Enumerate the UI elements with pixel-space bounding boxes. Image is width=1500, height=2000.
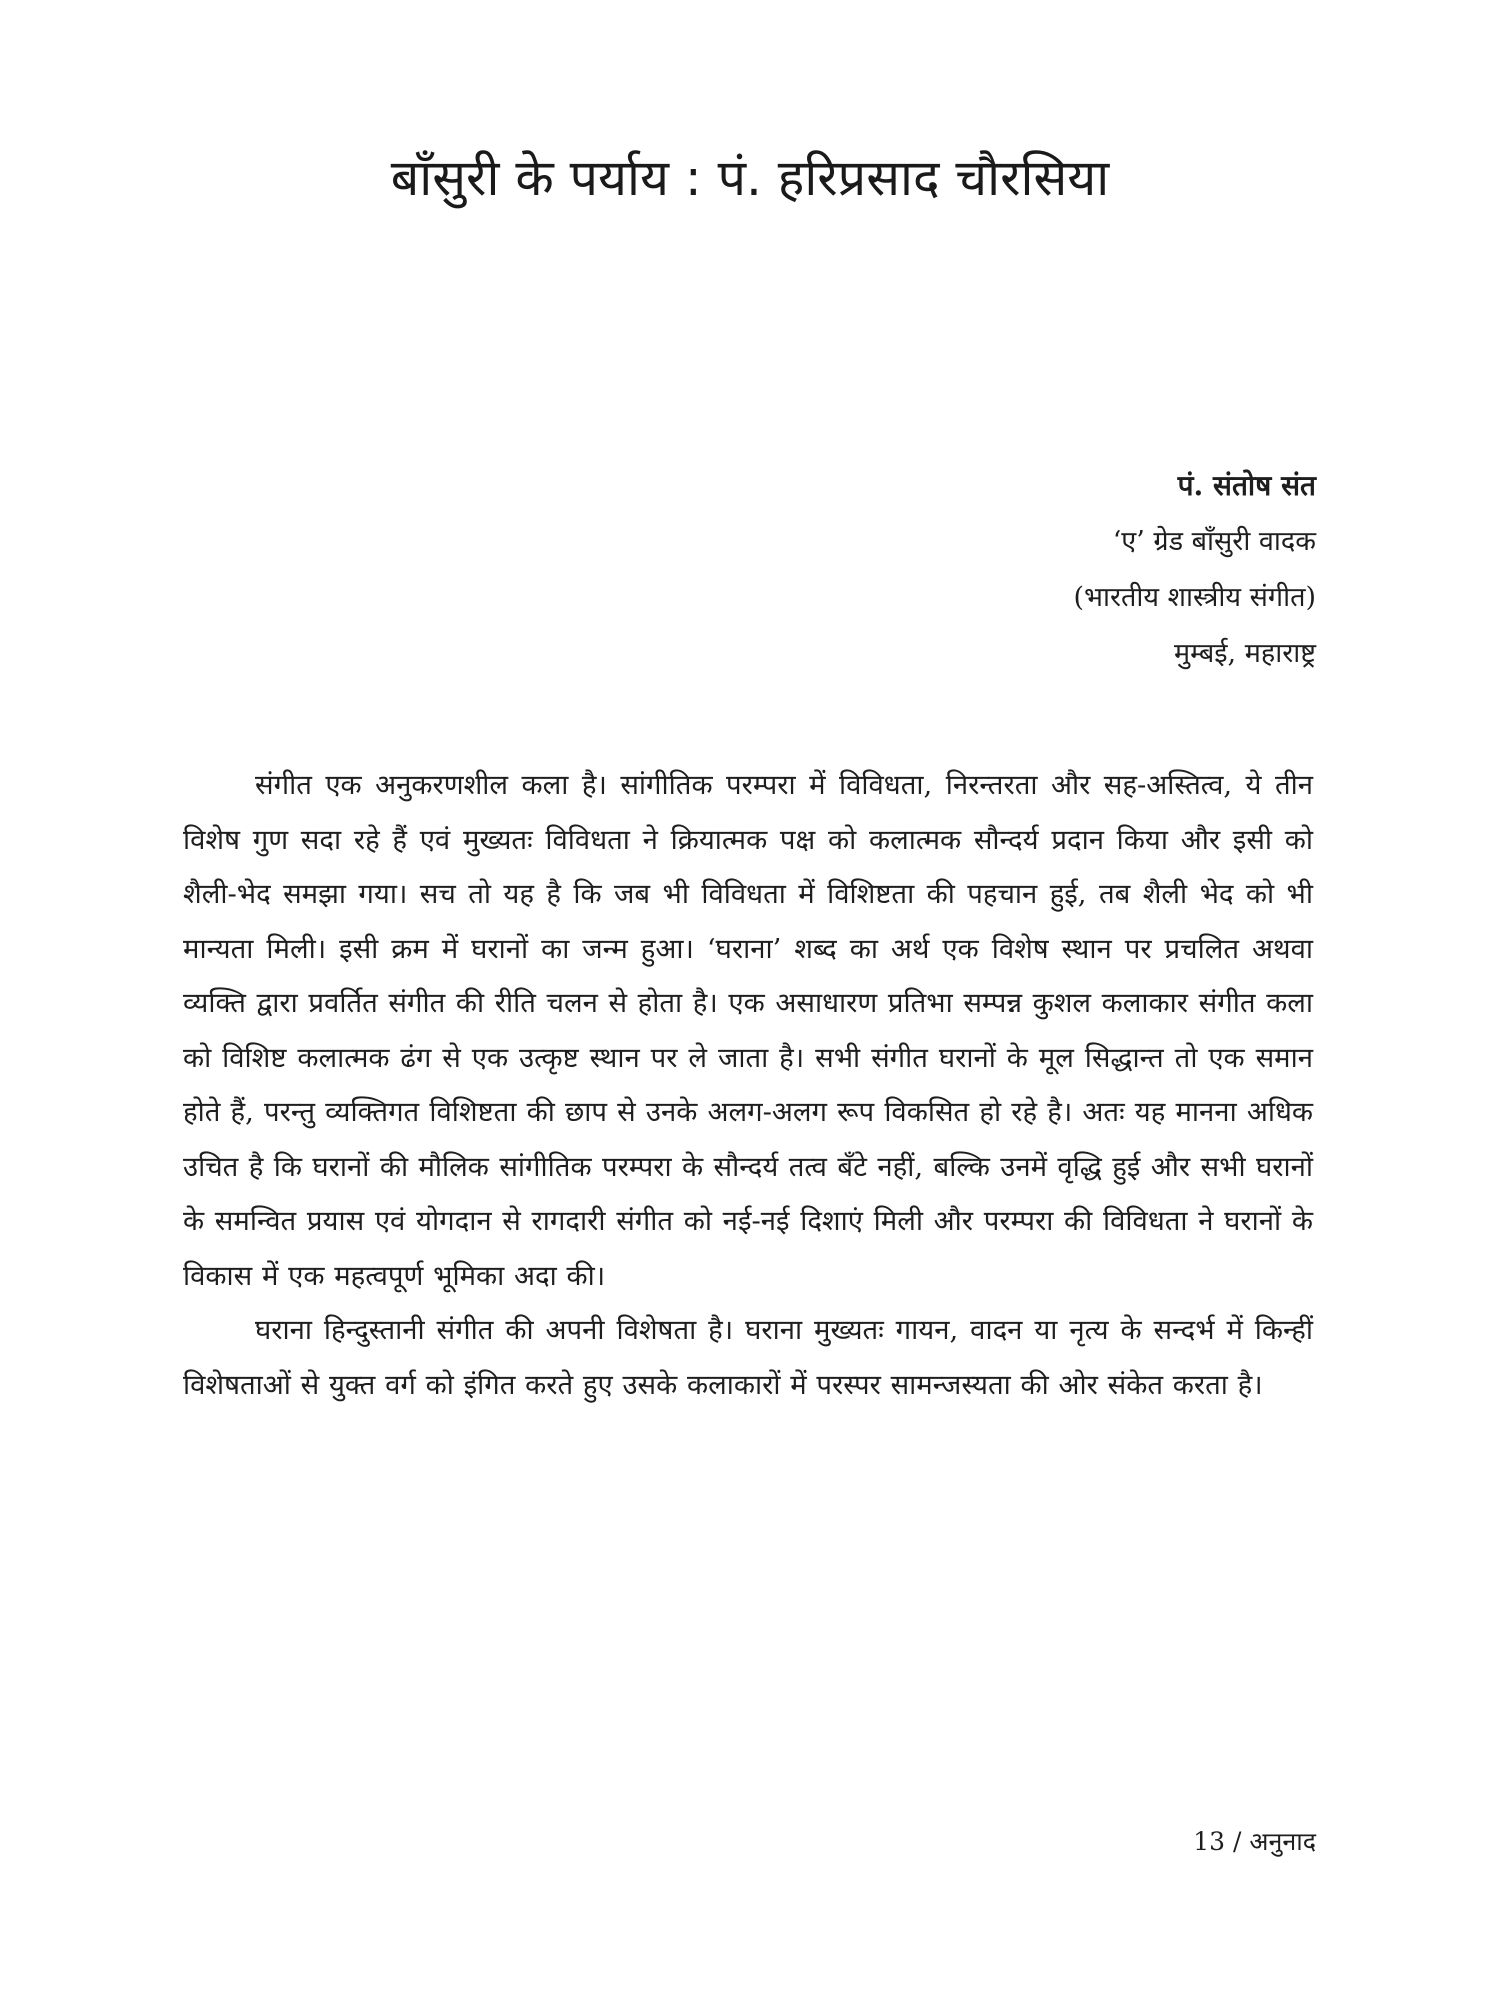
author-field: (भारतीय शास्त्रीय संगीत) [1073, 582, 1316, 613]
page-title: बाँसुरी के पर्याय : पं. हरिप्रसाद चौरसिया [390, 149, 1110, 207]
author-designation: ‘ए’ ग्रेड बाँसुरी वादक [1112, 526, 1316, 557]
author-location: मुम्बई, महाराष्ट्र [1173, 638, 1316, 669]
page-number: 13 [1193, 1827, 1226, 1856]
author-name: पं. संतोष संत [1177, 469, 1316, 502]
page-footer [1193, 1822, 1316, 1862]
article-body [183, 758, 1313, 1412]
paragraph: संगीत एक अनुकरणशील कला है। सांगीतिक परम्परा में विविधता, निरन्तरता और सह-अस्तित्व, ये तीन विशेष गुण सदा रहे हैं एवं मुख्यतः विविधता ने क्रियात्मक पक्ष को कलात्मक सौन्दर्य प्रदान किया और इसी को शैली-भेद समझा गया। सच तो यह है कि जब भी विविधता में विशिष्टता की पहचान हुई, तब शैली भेद को भी मान्यता मिली। इसी क्रम में घरानों का जन्म हुआ। ‘घराना’ शब्द का अर्थ एक विशेष स्थान पर प्रचलित अथवा व्यक्ति द्वारा प्रवर्तित संगीत की रीति चलन से होता है। एक असाधारण प्रतिभा सम्पन्न कुशल कलाकार संगीत कला को विशिष्ट कलात्मक ढंग से एक उत्कृष्ट स्थान पर ले जाता है। सभी संगीत घरानों के मूल सिद्धान्त तो एक समान होते हैं, परन्तु व्यक्तिगत विशिष्टता की छाप से उनके अलग-अलग रूप विकसित हो रहे है। अतः यह मानना अधिक उचित है कि घरानों की मौलिक सांगीतिक परम्परा के सौन्दर्य तत्व बँटे नहीं, बल्कि उनमें वृद्धि हुई और सभी घरानों के समन्वित प्रयास एवं योगदान से रागदारी संगीत को नई-नई दिशाएं मिली और परम्परा की विविधता ने घरानों के विकास में एक महत्वपूर्ण भूमिका अदा की। [183, 769, 1314, 1292]
publication-name: अनुनाद [1249, 1827, 1316, 1856]
author-byline [1073, 458, 1316, 682]
paragraph: घराना हिन्दुस्तानी संगीत की अपनी विशेषता है। घराना मुख्यतः गायन, वादन या नृत्य के सन्दर्भ में किन्हीं विशेषताओं से युक्त वर्ग को इंगित करते हुए उसके कलाकारों में परस्पर सामन्जस्यता की ओर संकेत करता है। [183, 1314, 1313, 1401]
footer-separator: / [1233, 1827, 1242, 1856]
